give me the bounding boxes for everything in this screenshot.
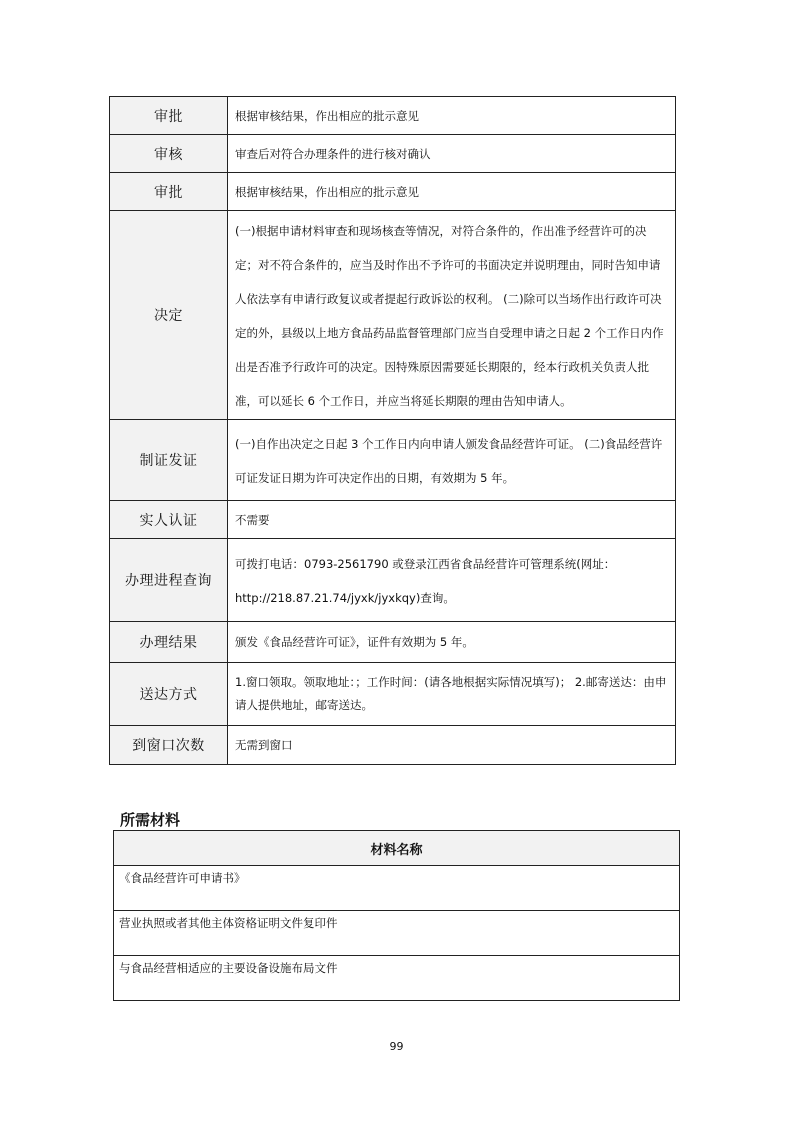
table-row [110, 726, 676, 765]
row-content: 不需要 [228, 501, 676, 539]
table-row [110, 622, 676, 663]
table-row [114, 866, 680, 911]
table-row [110, 501, 676, 539]
table-row [110, 211, 676, 420]
row-label: 审批 [110, 173, 228, 211]
row-content: 根据审核结果，作出相应的批示意见 [228, 97, 676, 135]
row-content: 审查后对符合办理条件的进行核对确认 [228, 135, 676, 173]
row-label: 到窗口次数 [110, 726, 228, 765]
table-row [114, 956, 680, 1001]
row-content: (一)根据申请材料审查和现场核查等情况，对符合条件的，作出准予经营许可的决定；对不符合条件的，应当及时作出不予许可的书面决定并说明理由，同时告知申请人依法享有申请行政复议或者提起行政诉讼的权利。 (二)除可以当场作出行政许可决定的外，县级以上地方食品药品监督管理部门应当自受理申请之日起 2 个工作日内作出是否准予行政许可的决定。因特殊原因需要延长期限的，经本行政机关负责人批准，可以延长 6 个工作日，并应当将延长期限的理由告知申请人。 [228, 211, 676, 420]
row-label: 办理进程查询 [110, 539, 228, 622]
table-row [110, 135, 676, 173]
row-label: 制证发证 [110, 420, 228, 501]
row-content: 根据审核结果，作出相应的批示意见 [228, 173, 676, 211]
material-item: 与食品经营相适应的主要设备设施布局文件 [114, 956, 680, 1001]
row-label: 送达方式 [110, 663, 228, 726]
row-label: 办理结果 [110, 622, 228, 663]
row-content: 颁发《食品经营许可证》，证件有效期为 5 年。 [228, 622, 676, 663]
row-label: 决定 [110, 211, 228, 420]
row-content: 1.窗口领取。领取地址：；工作时间：(请各地根据实际情况填写)； 2.邮寄送达：由申请人提供地址，邮寄送达。 [228, 663, 676, 726]
row-label: 审批 [110, 97, 228, 135]
material-item: 营业执照或者其他主体资格证明文件复印件 [114, 911, 680, 956]
row-label: 实人认证 [110, 501, 228, 539]
row-label: 审核 [110, 135, 228, 173]
column-header: 材料名称 [114, 831, 680, 866]
table-row [110, 420, 676, 501]
table-row [110, 539, 676, 622]
table-row [110, 173, 676, 211]
table-header-row [114, 831, 680, 866]
table-row [114, 911, 680, 956]
material-item: 《食品经营许可申请书》 [114, 866, 680, 911]
process-table [109, 96, 676, 765]
row-content: (一)自作出决定之日起 3 个工作日内向申请人颁发食品经营许可证。 (二)食品经营许可证发证日期为许可决定作出的日期，有效期为 5 年。 [228, 420, 676, 501]
table-row [110, 663, 676, 726]
materials-table [113, 830, 680, 1001]
row-content: 无需到窗口 [228, 726, 676, 765]
row-content: 可拨打电话：0793-2561790 或登录江西省食品经营许可管理系统(网址：http://218.87.21.74/jyxk/jyxkqy)查询。 [228, 539, 676, 622]
section-title: 所需材料 [120, 811, 181, 829]
page-number: 99 [389, 1040, 404, 1053]
table-row [110, 97, 676, 135]
